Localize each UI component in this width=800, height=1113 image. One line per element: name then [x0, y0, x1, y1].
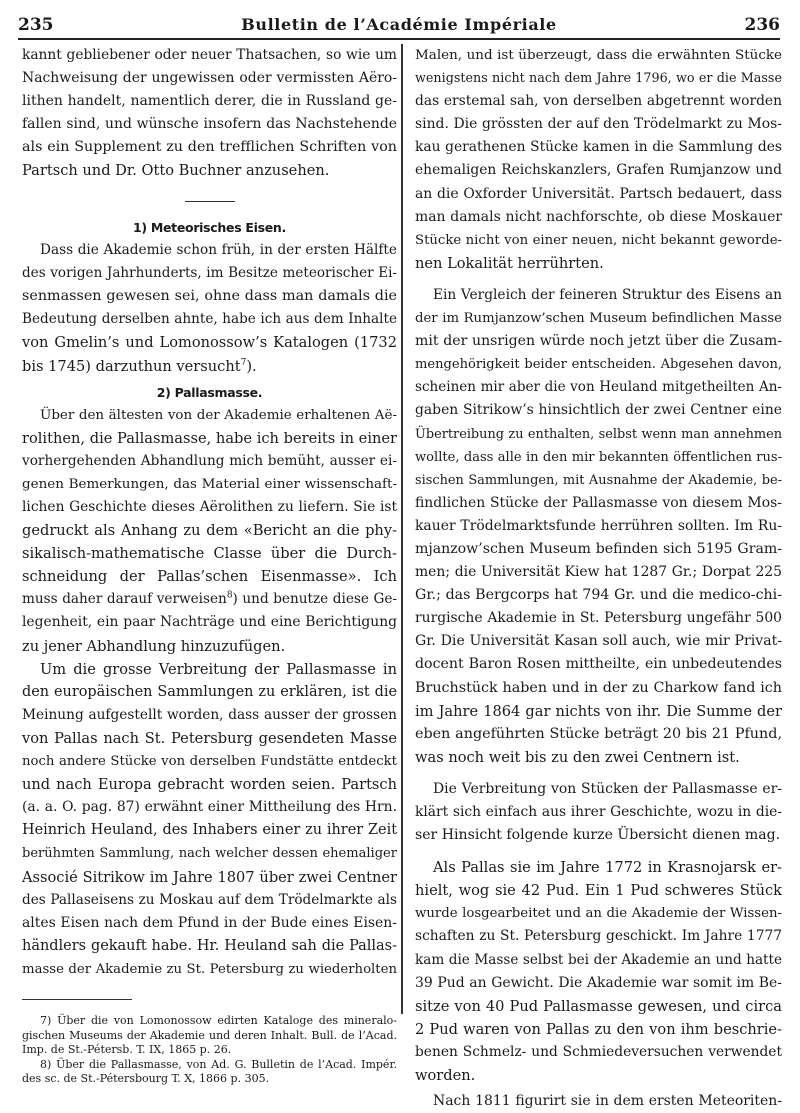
text-line: 39 Pud an Gewicht. Die Akademie war somit im Be-: [415, 974, 782, 991]
section-separator: [185, 201, 235, 203]
text-fragment: ).: [246, 357, 257, 375]
text-line: Gr. Die Universität Kasan soll auch, wie mir Privat-: [415, 633, 782, 650]
text-line: der im Rumjanzow’schen Museum befindlichen Masse: [415, 311, 782, 327]
text-line: gaben Sitrikow’s hinsichtlich der zwei Centner eine: [415, 402, 782, 419]
text-line: kam die Masse selbst bei der Akademie an und hatte: [415, 951, 782, 968]
text-line: worden.: [415, 1067, 476, 1085]
text-line: altes Eisen nach dem Pfund in der Bude eines Eisen-: [22, 914, 397, 931]
running-title: Bulletin de l’Académie Impériale: [241, 15, 557, 34]
text-line: wollte, dass alle in den mir bekannten öffentlichen rus-: [415, 449, 782, 465]
text-line: hielt, wog sie 42 Pud. Ein 1 Pud schweres Stück: [415, 882, 782, 900]
page-number-right: 236: [744, 15, 780, 35]
text-line: sind. Die grössten der auf den Trödelmarkt zu Mos-: [415, 116, 782, 133]
text-line: Bedeutung derselben ahnte, habe ich aus dem Inhalte: [22, 311, 397, 328]
text-line: händlers gekauft habe. Hr. Heuland sah die Pallas-: [22, 937, 397, 954]
text-fragment: bis 1745) darzuthun versucht: [22, 357, 241, 375]
text-line: kau gerathenen Stücke kamen in die Sammlung des: [415, 139, 782, 156]
text-line: legenheit, ein paar Nachträge und eine Berichtigung: [22, 614, 397, 631]
text-line: kannt gebliebener oder neuer Thatsachen, so wie um: [22, 47, 397, 63]
text-line: scheinen mir aber die von Heuland mitgetheilten An-: [415, 379, 782, 396]
text-line: und nach Europa gebracht worden seien. Partsch: [22, 776, 397, 794]
text-line: genen Bemerkungen, das Material einer wissenschaft-: [22, 475, 397, 492]
text-line: Meinung aufgestellt worden, dass ausser der grossen: [22, 706, 397, 723]
text-line: senmassen gewesen sei, ohne dass man damals die: [22, 288, 397, 305]
text-line: berühmten Sammlung, nach welcher dessen ehemaliger: [22, 846, 397, 862]
text-line: Dass die Akademie schon früh, in der ersten Hälfte: [40, 242, 397, 259]
text-line: von Pallas nach St. Petersburg gesendeten Masse: [22, 729, 397, 747]
text-line: schneidung der Pallas’schen Eisenmasse». Ich: [22, 568, 397, 586]
text-line: sitze von 40 Pud Pallasmasse gewesen, und circa: [415, 997, 782, 1015]
footnote-8: [22, 1058, 397, 1087]
right-paragraph-4: [415, 856, 782, 1087]
text-line: Malen, und ist überzeugt, dass die erwähnten Stücke: [415, 47, 782, 63]
text-line: nen Lokalität herrührten.: [415, 254, 604, 272]
text-line: als ein Supplement zu den trefflichen Schriften von: [22, 139, 397, 156]
text-line: mjanzow’schen Museum befinden sich 5195 Gram-: [415, 540, 782, 557]
footnote-line: des sc. de St.-Pétersbourg T. X, 1866 p. 305.: [22, 1072, 270, 1086]
text-line: wurde losgearbeitet und an die Akademie der Wissen-: [415, 906, 782, 922]
text-line: Ein Vergleich der feineren Struktur des Eisens an: [433, 286, 782, 303]
section2-paragraph-1: [22, 404, 397, 658]
text-line: (a. a. O. pag. 87) erwähnt einer Mittheilung des Hrn.: [22, 799, 397, 816]
text-line: mit der unsrigen würde noch jetzt über die Zusam-: [415, 333, 782, 350]
text-line: docent Baron Rosen mittheilte, ein unbedeutendes: [415, 656, 782, 673]
text-line: vorhergehenden Abhandlung mich bemüht, ausser ei-: [22, 452, 397, 469]
footnote-line: 8) Über die Pallasmasse, von Ad. G. Bulletin de l’Acad. Impér.: [40, 1057, 397, 1071]
text-line: [22, 355, 397, 378]
text-line: Als Pallas sie im Jahre 1772 in Krasnojarsk er-: [433, 859, 782, 877]
text-line: des Pallaseisens zu Moskau auf dem Trödelmarkte als: [22, 891, 397, 908]
right-paragraph-3: [415, 778, 782, 847]
text-line: mengehörigkeit beider entscheiden. Abgesehen davon,: [415, 357, 782, 373]
text-line: was noch weit bis zu den zwei Centnern ist.: [415, 748, 740, 766]
right-column: [415, 44, 782, 1113]
text-line: [22, 588, 397, 611]
text-line: ehemaligen Reichskanzlers, Grafen Rumjanzow und: [415, 162, 782, 179]
text-line: klärt sich einfach aus ihrer Geschichte, wozu in die-: [415, 804, 782, 820]
footnote-line: Imp. de St.-Pétersb. T. IX, 1865 p. 26.: [22, 1043, 232, 1057]
text-line: fallen sind, und wünsche insofern das Nachstehende: [22, 116, 397, 133]
text-line: rurgische Akademie in St. Petersburg ungefähr 500: [415, 610, 782, 627]
text-fragment: muss daher darauf verweisen: [22, 591, 227, 608]
text-line: den europäischen Sammlungen zu erklären, ist die: [22, 683, 397, 700]
text-line: Gr.; das Bergcorps hat 794 Gr. und die medico-chi-: [415, 587, 782, 604]
text-line: Bruchstück haben und in der zu Charkow fand ich: [415, 679, 782, 696]
left-column: [22, 44, 397, 1087]
text-line: schaften zu St. Petersburg geschickt. Im Jahre 1777: [415, 928, 782, 945]
text-line: Über den ältesten von der Akademie erhaltenen Aë-: [40, 407, 397, 423]
footnote-7: [22, 1014, 397, 1058]
text-line: findlichen Stücke der Pallasmasse von diesem Mos-: [415, 494, 782, 511]
footnotes: [22, 1014, 397, 1087]
right-paragraph-2: [415, 284, 782, 769]
section-heading-pallasmasse: 2) Pallasmasse.: [156, 384, 263, 400]
right-paragraph-5: [415, 1090, 782, 1113]
footnote-line: gischen Museums der Akademie und deren Inhalt. Bull. de l’Acad.: [22, 1028, 397, 1042]
text-line: Übertreibung zu enthalten, selbst wenn man annehmen: [415, 426, 782, 442]
text-line: von Gmelin’s und Lomonossow’s Katalogen (1732: [22, 334, 397, 352]
text-line: Die Verbreitung von Stücken der Pallasmasse er-: [433, 780, 782, 797]
text-line: Um die grosse Verbreitung der Pallasmasse in: [40, 660, 397, 678]
footnote-rule: [22, 999, 132, 1000]
text-line: lithen handelt, namentlich derer, die in Russland ge-: [22, 93, 397, 110]
footnote-ref-8[interactable]: 8: [226, 590, 233, 601]
text-line: Associé Sitrikow im Jahre 1807 über zwei Centner: [22, 868, 397, 886]
text-line: Nach 1811 figurirt sie in dem ersten Meteoriten-: [433, 1093, 782, 1110]
text-line: man damals nicht nachforschte, ob diese Moskauer: [415, 208, 782, 225]
text-line: ser Hinsicht folgende kurze Übersicht dienen mag.: [415, 827, 781, 844]
text-line: Nachweisung der ungewissen oder vermissten Aëro-: [22, 70, 397, 87]
text-line: des vorigen Jahrhunderts, im Besitze meteorischer Ei-: [22, 265, 397, 282]
section2-paragraph-2: [22, 658, 397, 981]
text-line: 2 Pud waren von Pallas zu den von ihm beschrie-: [415, 1020, 782, 1038]
column-divider: [401, 44, 403, 1014]
text-line: gedruckt als Anhang zu dem «Bericht an die phy-: [22, 522, 397, 540]
text-line: eben angeführten Stücke beträgt 20 bis 21 Pfund,: [415, 725, 782, 742]
text-line: lichen Geschichte dieses Aërolithen zu liefern. Sie ist: [22, 499, 397, 515]
running-header: [18, 12, 780, 40]
text-line: masse der Akademie zu St. Petersburg zu wiederholten: [22, 961, 397, 977]
text-line: an die Oxforder Universität. Partsch bedauert, dass: [415, 185, 782, 202]
text-line: das erstemal sah, von derselben abgetrennt worden: [415, 93, 782, 110]
footnote-line: 7) Über die von Lomonossow edirten Kataloge des mineralo-: [40, 1013, 397, 1027]
text-line: sikalisch-mathematische Classe über die Durch-: [22, 545, 397, 563]
text-line: Stücke nicht von einer neuen, nicht bekannt geworde-: [415, 232, 782, 248]
text-line: Partsch und Dr. Otto Buchner anzusehen.: [22, 162, 330, 180]
text-line: sischen Sammlungen, mit Ausnahme der Akademie, be-: [415, 472, 782, 488]
page-number-left: 235: [18, 15, 54, 35]
text-line: im Jahre 1864 gar nichts von ihr. Die Summe der: [415, 702, 782, 720]
text-line: men; die Universität Kiew hat 1287 Gr.; Dorpat 225: [415, 564, 782, 581]
text-line: zu jener Abhandlung hinzuzufügen.: [22, 637, 286, 655]
text-line: benen Schmelz- und Schmiedeversuchen verwendet: [415, 1043, 782, 1060]
footnote-ref-7[interactable]: 7: [240, 357, 247, 368]
text-line: rolithen, die Pallasmasse, habe ich bereits in einer: [22, 429, 397, 447]
text-line: kauer Trödelmarktsfunde herrühren sollten. Im Ru-: [415, 517, 782, 534]
section-heading-meteorisches-eisen: 1) Meteorisches Eisen.: [133, 220, 286, 236]
text-line: Heinrich Heuland, des Inhabers einer zu ihrer Zeit: [22, 822, 397, 839]
text-line: noch andere Stücke von derselben Fundstätte entdeckt: [22, 754, 397, 770]
intro-paragraph: [22, 44, 397, 183]
section1-paragraph: [22, 239, 397, 378]
right-paragraph-1: [415, 44, 782, 275]
text-fragment: ) und benutze diese Ge-: [232, 591, 397, 608]
text-line: wenigstens nicht nach dem Jahre 1796, wo er die Masse: [415, 71, 782, 87]
